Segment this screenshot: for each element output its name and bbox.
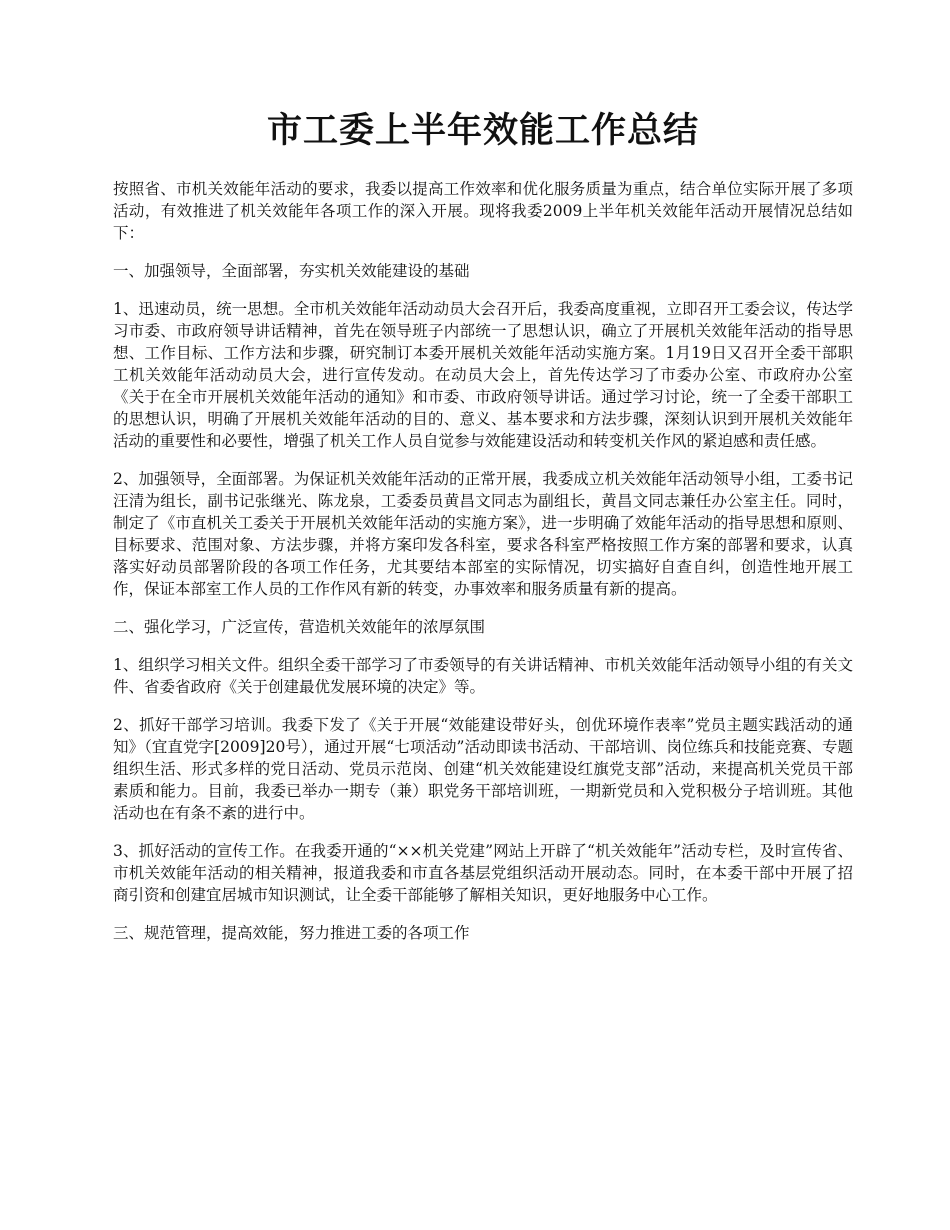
section-1-paragraph-2: 2、加强领导，全面部署。为保证机关效能年活动的正常开展，我委成立机关效能年活动领导小组，工委书记汪清为组长，副书记张继光、陈龙泉，工委委员黄昌文同志为副组长，黄昌文同志兼任办公室主任。同时，制定了《市直机关工委关于开展机关效能年活动的实施方案》，进一步明确了效能年活动的指导思想和原则、目标要求、范围对象、方法步骤，并将方案印发各科室，要求各科室严格按照工作方案的部署和要求，认真落实好动员部署阶段的各项工作任务，尤其要结本部室的实际情况，切实搞好自查自纠，创造性地开展工作，保证本部室工作人员的工作作风有新的转变，办事效率和服务质量有新的提高。: [113, 470, 853, 598]
document-page: [113, 110, 853, 960]
section-3-heading: 三、规范管理，提高效能，努力推进工委的各项工作: [113, 924, 470, 942]
document-title: 市工委上半年效能工作总结: [266, 111, 699, 151]
section-2-paragraph-2: 2、抓好干部学习培训。我委下发了《关于开展“效能建设带好头，创优环境作表率”党员主题实践活动的通知》（宜直党字[2009]20号），通过开展“七项活动”活动即读书活动、干部培训、岗位练兵和技能竞赛、专题组织生活、形式多样的党日活动、党员示范岗、创建“机关效能建设红旗党支部”活动，来提高机关党员干部素质和能力。目前，我委已举办一期专（兼）职党务干部培训班，一期新党员和入党积极分子培训班。其他活动也在有条不紊的进行中。: [113, 716, 853, 822]
intro-paragraph: 按照省、市机关效能年活动的要求，我委以提高工作效率和优化服务质量为重点，结合单位实际开展了多项活动，有效推进了机关效能年各项工作的深入开展。现将我委2009上半年机关效能年活动开展情况总结如下：: [113, 180, 853, 242]
section-2-paragraph-1: 1、组织学习相关文件。组织全委干部学习了市委领导的有关讲话精神、市机关效能年活动领导小组的有关文件、省委省政府《关于创建最优发展环境的决定》等。: [113, 656, 853, 696]
section-1-paragraph-1: 1、迅速动员，统一思想。全市机关效能年活动动员大会召开后，我委高度重视，立即召开工委会议，传达学习市委、市政府领导讲话精神，首先在领导班子内部统一了思想认识，确立了开展机关效能年活动的指导思想、工作目标、工作方法和步骤，研究制订本委开展机关效能年活动实施方案。1月19日又召开全委干部职工机关效能年活动动员大会，进行宣传发动。在动员大会上，首先传达学习了市委办公室、市政府办公室《关于在全市开展机关效能年活动的通知》和市委、市政府领导讲话。通过学习讨论，统一了全委干部职工的思想认识，明确了开展机关效能年活动的目的、意义、基本要求和方法步骤，深刻认识到开展机关效能年活动的重要性和必要性，增强了机关工作人员自觉参与效能建设活动和转变机关作风的紧迫感和责任感。: [113, 300, 853, 450]
section-1-heading: 一、加强领导，全面部署，夯实机关效能建设的基础: [113, 262, 470, 280]
section-2-heading: 二、强化学习，广泛宣传，营造机关效能年的浓厚氛围: [113, 618, 486, 636]
section-2-paragraph-3: 3、抓好活动的宣传工作。在我委开通的“××机关党建”网站上开辟了“机关效能年”活动专栏，及时宣传省、市机关效能年活动的相关精神，报道我委和市直各基层党组织活动开展动态。同时，在本委干部中开展了招商引资和创建宜居城市知识测试，让全委干部能够了解相关知识，更好地服务中心工作。: [113, 842, 853, 904]
